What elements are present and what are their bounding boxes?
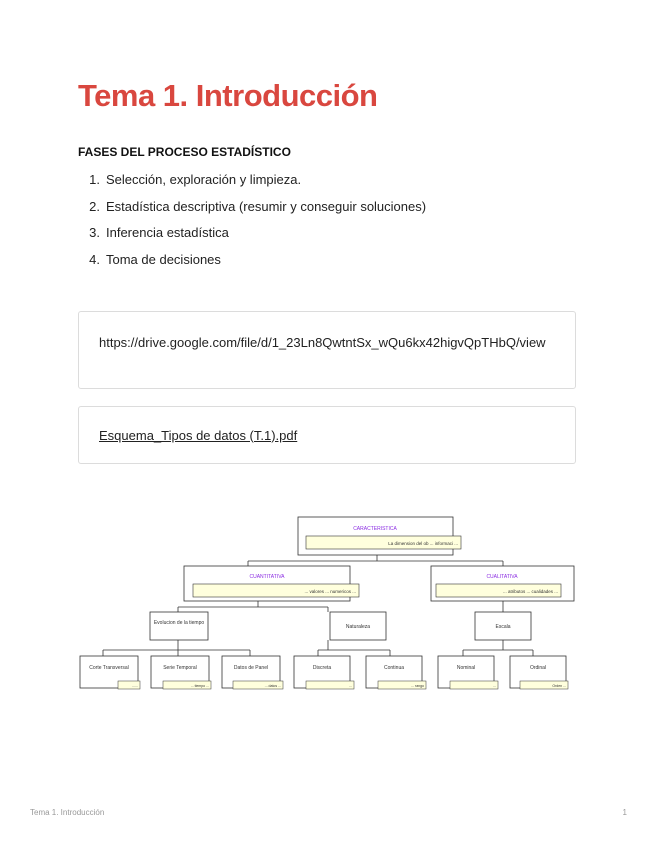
diagram-root-label: CARACTERISTICA: [353, 526, 397, 532]
page-number: 1: [622, 808, 627, 817]
list-text: Estadística descriptiva (resumir y conseguir soluciones): [106, 198, 427, 214]
diagram-escala-label: Escala: [495, 624, 511, 630]
list-text: Selección, exploración y limpieza.: [106, 172, 302, 187]
diagram-natur-label: Naturaleza: [345, 624, 371, 630]
diagram-discreta-tag: [306, 681, 354, 689]
diagram-quant-note-text: ... valores ... numericos ...: [304, 589, 356, 594]
diagram-nominal-tag: [450, 681, 498, 689]
diagram-quant-label: CUANTITATIVA: [249, 574, 285, 580]
diagram-corte-label: Corte Transversal: [89, 665, 129, 671]
list-item: [78, 199, 426, 226]
drive-link[interactable]: https://drive.google.com/file/d/1_23Ln8QwtntSx_wQu6kx42higvQpTHbQ/view: [99, 335, 546, 350]
diagram-serie-tag-text: ... tiempo ...: [190, 684, 209, 688]
diagram-continua-tag-text: ... rango: [411, 684, 424, 688]
data-types-diagram: [78, 512, 578, 694]
section-heading: FASES DEL PROCESO ESTADÍSTICO: [78, 145, 291, 159]
list-number: 4.: [89, 251, 100, 267]
diagram-qual-note-text: ... atributos ... cualidades ...: [502, 589, 558, 594]
list-number: 3.: [89, 225, 100, 240]
diagram-evol-label: Evolucion de la tiempo: [153, 620, 205, 626]
diagram-ordinal-tag-text: Orden ...: [552, 684, 566, 688]
diagram-root-note-text: La dimension del ob ... informaci ...: [388, 541, 458, 546]
diagram-evol-box: [150, 612, 208, 640]
list-item: [78, 172, 426, 199]
diagram-ordinal-label: Ordinal: [529, 665, 547, 671]
list-number: 1.: [89, 172, 100, 187]
diagram-corte-tag-text: ......: [132, 684, 138, 688]
diagram-continua-label: Continua: [383, 665, 405, 671]
list-text: Inferencia estadística: [106, 225, 229, 240]
list-number: 2.: [89, 198, 100, 214]
diagram-nominal-tag-text: ...: [493, 684, 496, 688]
diagram-serie-label: Serie Temporal: [163, 665, 197, 671]
diagram-panel-label: Datos de Panel: [233, 665, 269, 671]
pdf-card[interactable]: [78, 406, 576, 464]
diagram-nominal-label: Nominal: [456, 665, 476, 671]
list-item: [78, 252, 426, 279]
pdf-link[interactable]: Esquema_Tipos de datos (T.1).pdf: [99, 427, 298, 443]
diagram-discreta-label: Discreta: [312, 665, 332, 671]
diagram-panel-tag-text: ... datos ...: [264, 684, 281, 688]
footer-title: Tema 1. Introducción: [30, 808, 105, 817]
list-text: Toma de decisiones: [106, 251, 221, 267]
diagram-qual-label: CUALITATIVA: [486, 574, 518, 580]
page-title: Tema 1. Introducción: [78, 78, 378, 113]
list-item: [78, 225, 426, 252]
link-card[interactable]: [78, 311, 576, 389]
phases-list: [78, 172, 426, 278]
diagram-discreta-tag-text: ...: [349, 684, 352, 688]
